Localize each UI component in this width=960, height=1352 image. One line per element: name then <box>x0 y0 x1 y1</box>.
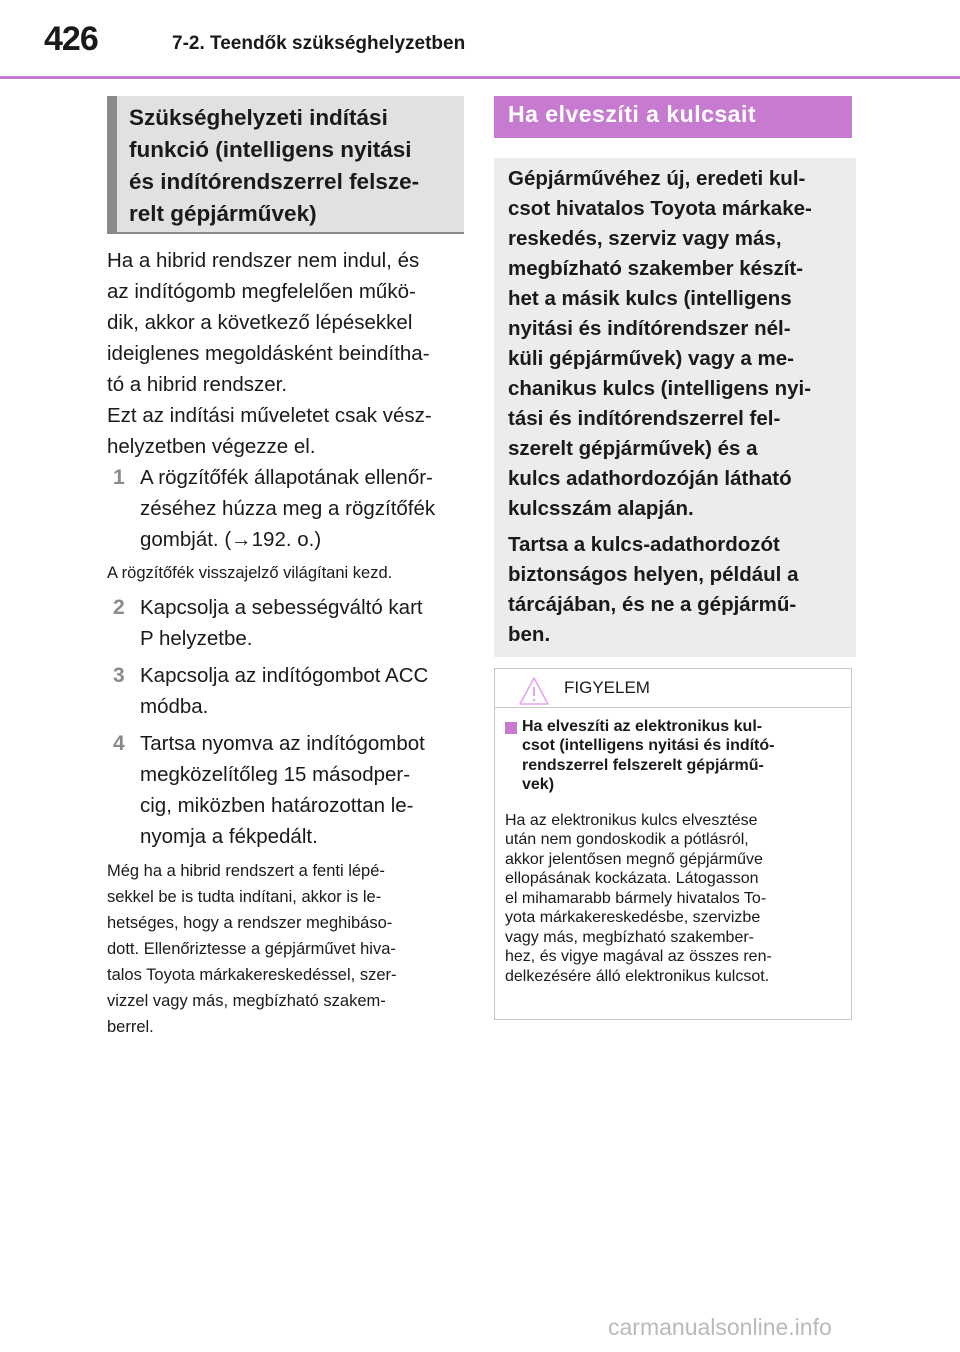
step-number: 1 <box>113 466 125 489</box>
intro-line: tó a hibrid rendszer. <box>107 373 288 396</box>
header-rule <box>0 76 960 79</box>
step-number: 2 <box>113 596 125 619</box>
step-line: Kapcsolja a sebességváltó kart <box>140 596 423 619</box>
info-line: het a másik kulcs (intelligens <box>508 287 792 310</box>
step-line: megközelítőleg 15 másodper- <box>140 763 411 786</box>
step-line: nyomja a fékpedált. <box>140 825 318 848</box>
warning-body-line: yota márkakereskedésbe, szervizbe <box>505 909 761 926</box>
step-note: A rögzítőfék visszajelző világítani kezd. <box>107 564 393 582</box>
step-line: A rögzítőfék állapotának ellenőr- <box>140 466 433 489</box>
warning-subheading-line: csot (intelligens nyitási és indító- <box>522 737 775 754</box>
intro-line: az indítógomb megfelelően műkö- <box>107 280 416 303</box>
closing-line: dott. Ellenőriztesse a gépjárművet hiva- <box>107 940 396 958</box>
heading-line: funkció (intelligens nyitási <box>129 137 412 162</box>
info-line: chanikus kulcs (intelligens nyi- <box>508 377 812 400</box>
warning-triangle-icon <box>518 676 550 706</box>
closing-line: Még ha a hibrid rendszert a fenti lépé- <box>107 862 385 880</box>
closing-line: berrel. <box>107 1018 154 1036</box>
page-number: 426 <box>44 20 98 58</box>
info-line: kulcsszám alapján. <box>508 497 694 520</box>
heading-line: és indítórendszerrel felsze- <box>129 169 420 194</box>
intro-line: dik, akkor a következő lépésekkel <box>107 311 413 334</box>
closing-line: hetséges, hogy a rendszer meghibáso- <box>107 914 393 932</box>
intro-line: ideiglenes megoldásként beindítha- <box>107 342 430 365</box>
info-line: megbízható szakember készít- <box>508 257 804 280</box>
warning-subheading-line: vek) <box>522 776 555 793</box>
warning-body-line: hez, és vigye magával az összes ren- <box>505 948 772 965</box>
step-number: 3 <box>113 664 125 687</box>
warning-body-line: delkezésére álló elektronikus kulcsot. <box>505 968 770 985</box>
info-line: nyitási és indítórendszer nél- <box>508 317 791 340</box>
step-line: módba. <box>140 695 209 718</box>
warning-title: FIGYELEM <box>564 678 650 697</box>
step-line: Tartsa nyomva az indítógombot <box>140 732 425 755</box>
warning-body-line: akkor jelentősen megnő gépjárműve <box>505 851 763 868</box>
step-line: cig, miközben határozottan le- <box>140 794 414 817</box>
warning-body-line: el mihamarabb bármely hivatalos To- <box>505 890 767 907</box>
page-header <box>0 0 960 80</box>
info-line: ben. <box>508 623 551 646</box>
info-line: tási és indítórendszerrel fel- <box>508 407 781 430</box>
info-line: reskedés, szerviz vagy más, <box>508 227 782 250</box>
chapter-title: 7-2. Teendők szükséghelyzetben <box>172 33 466 54</box>
intro-line: Ha a hibrid rendszer nem indul, és <box>107 249 420 272</box>
info-line: küli gépjárművek) vagy a me- <box>508 347 794 370</box>
info-line: csot hivatalos Toyota márkake- <box>508 197 812 220</box>
step-line: P helyzetbe. <box>140 627 253 650</box>
warning-subheading-line: Ha elveszíti az elektronikus kul- <box>522 718 763 735</box>
info-line: tárcájában, és ne a gépjármű- <box>508 593 797 616</box>
warning-body-line: Ha az elektronikus kulcs elvesztése <box>505 812 758 829</box>
intro-line: helyzetben végezze el. <box>107 435 316 458</box>
heading-line: relt gépjárművek) <box>129 201 317 226</box>
warning-subheading-line: rendszerrel felszerelt gépjármű- <box>522 757 764 774</box>
warning-body-line: ellopásának kockázata. Látogasson <box>505 870 759 887</box>
closing-line: sekkel be is tudta indítani, akkor is le- <box>107 888 382 906</box>
bullet-square-icon <box>505 722 517 734</box>
step-line: Kapcsolja az indítógombot ACC <box>140 664 429 687</box>
closing-line: vizzel vagy más, megbízható szakem- <box>107 992 386 1010</box>
warning-body-line: vagy más, megbízható szakember- <box>505 929 754 946</box>
watermark: carmanualsonline.info <box>608 1314 832 1340</box>
heading-line: Szükséghelyzeti indítási <box>129 105 388 130</box>
section-heading-emergency-start <box>107 96 464 234</box>
info-line: biztonságos helyen, például a <box>508 563 799 586</box>
section-heading-lost-keys: Ha elveszíti a kulcsait <box>494 96 852 138</box>
step-number: 4 <box>113 732 125 755</box>
info-line: Gépjárművéhez új, eredeti kul- <box>508 167 806 190</box>
step-line: zéséhez húzza meg a rögzítőfék <box>140 497 436 520</box>
warning-body-line: után nem gondoskodik a pótlásról, <box>505 831 749 848</box>
info-line: kulcs adathordozóján látható <box>508 467 792 490</box>
closing-line: talos Toyota márkakereskedéssel, szer- <box>107 966 397 984</box>
info-line: szerelt gépjárművek) és a <box>508 437 758 460</box>
info-line: Tartsa a kulcs-adathordozót <box>508 533 780 556</box>
step-line: gombját. (→192. o.) <box>140 528 322 551</box>
intro-line: Ezt az indítási műveletet csak vész- <box>107 404 432 427</box>
